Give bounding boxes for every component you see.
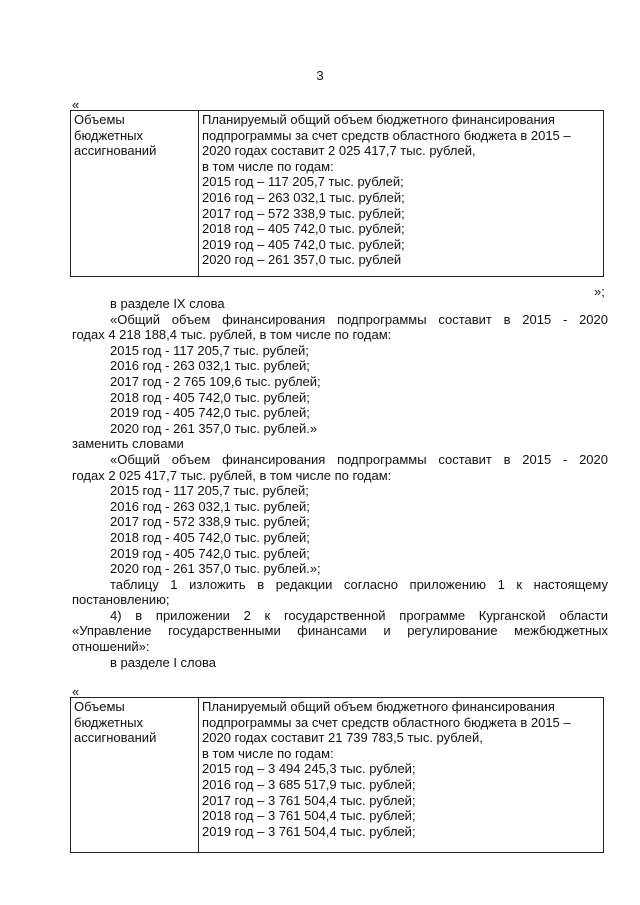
budget-table-2 [70, 697, 604, 853]
item4-line-2: «Управление государственными финансами и регулирование межбюджетных [72, 623, 608, 639]
old-year-line: 2018 год - 405 742,0 тыс. рублей; [110, 389, 310, 405]
new-year-line: 2017 год - 572 338,9 тыс. рублей; [110, 514, 310, 530]
table2-content-line: 2016 год – 3 685 517,9 тыс. рублей; [202, 776, 416, 792]
open-quote-2: « [72, 684, 80, 699]
new-text-line-2: годах 2 025 417,7 тыс. рублей, в том числе по годам: [72, 467, 392, 483]
table1-content-line: 2018 год – 405 742,0 тыс. рублей; [202, 221, 405, 237]
old-text-line-1: «Общий объем финансирования подпрограммы составит в 2015 - 2020 [110, 311, 608, 327]
item4-line-3: отношений»: [72, 639, 150, 655]
budget-table-1 [70, 110, 604, 277]
new-year-line: 2015 год - 117 205,7 тыс. рублей; [110, 483, 309, 499]
new-text-line-1: «Общий объем финансирования подпрограммы составит в 2015 - 2020 [110, 451, 608, 467]
table2-content-line: Планируемый общий объем бюджетного финансирования [202, 699, 555, 714]
table2-label-line: бюджетных [74, 714, 143, 730]
old-year-line: 2020 год - 261 357,0 тыс. рублей.» [110, 420, 318, 436]
new-year-line: 2016 год - 263 032,1 тыс. рублей; [110, 498, 310, 514]
table2-content-line: 2015 год – 3 494 245,3 тыс. рублей; [202, 761, 416, 777]
table1-content-line: 2020 год – 261 357,0 тыс. рублей [202, 252, 402, 268]
old-year-line: 2019 год - 405 742,0 тыс. рублей; [110, 405, 310, 421]
table1-label-cell [71, 111, 199, 277]
section1-intro: в разделе I слова [110, 654, 216, 670]
table2-content-line: 2018 год – 3 761 504,4 тыс. рублей; [202, 808, 416, 824]
closing-quote: »; [594, 284, 605, 299]
old-year-line: 2017 год - 2 765 109,6 тыс. рублей; [110, 373, 321, 389]
table1-content-line: 2019 год – 405 742,0 тыс. рублей; [202, 236, 405, 252]
new-year-line: 2020 год - 261 357,0 тыс. рублей.»; [110, 561, 321, 577]
table-note-line-2: постановлению; [72, 592, 170, 608]
open-quote-1: « [72, 97, 80, 112]
table1-content-line: 2020 годах составит 2 025 417,7 тыс. рублей, [202, 143, 476, 159]
table2-label-line: ассигнований [74, 730, 157, 746]
table1-content-line: 2016 год – 263 032,1 тыс. рублей; [202, 189, 405, 205]
table2-label-cell [71, 698, 199, 853]
old-year-line: 2016 год - 263 032,1 тыс. рублей; [110, 358, 310, 374]
section9-intro: в разделе IX слова [110, 296, 225, 311]
replace-with: заменить словами [72, 436, 184, 452]
table2-content-line: 2017 год – 3 761 504,4 тыс. рублей; [202, 792, 416, 808]
page-number: 3 [316, 68, 324, 83]
table1-label-line: бюджетных [74, 127, 143, 143]
item4-line-1: 4) в приложении 2 к государственной программе Курганской области [110, 607, 608, 623]
table2-label-line: Объемы [74, 699, 125, 714]
table1-content-line: в том числе по годам: [202, 158, 334, 174]
table2-content-cell [199, 698, 604, 853]
table1-content-line: 2017 год – 572 338,9 тыс. рублей; [202, 205, 405, 221]
table1-content-line: 2015 год – 117 205,7 тыс. рублей; [202, 174, 404, 190]
table1-label-line: ассигнований [74, 143, 157, 159]
old-year-line: 2015 год - 117 205,7 тыс. рублей; [110, 342, 309, 358]
old-text-line-2: годах 4 218 188,4 тыс. рублей, в том числе по годам: [72, 327, 392, 343]
table2-content-line: 2019 год – 3 761 504,4 тыс. рублей; [202, 823, 416, 839]
new-year-line: 2018 год - 405 742,0 тыс. рублей; [110, 529, 310, 545]
table1-label-line: Объемы [74, 112, 125, 127]
table2-content-line: в том числе по годам: [202, 745, 334, 761]
table-note-line-1: таблицу 1 изложить в редакции согласно приложению 1 к настоящему [110, 576, 608, 592]
table2-content-line: 2020 годах составит 21 739 783,5 тыс. рублей, [202, 730, 483, 746]
new-year-line: 2019 год - 405 742,0 тыс. рублей; [110, 545, 310, 561]
amendment-text [72, 296, 608, 670]
table2-content-line: подпрограммы за счет средств областного бюджета в 2015 – [202, 714, 571, 730]
table1-content-line: Планируемый общий объем бюджетного финансирования [202, 112, 555, 127]
table1-content-line: подпрограммы за счет средств областного бюджета в 2015 – [202, 127, 571, 143]
table1-content-cell [199, 111, 604, 277]
